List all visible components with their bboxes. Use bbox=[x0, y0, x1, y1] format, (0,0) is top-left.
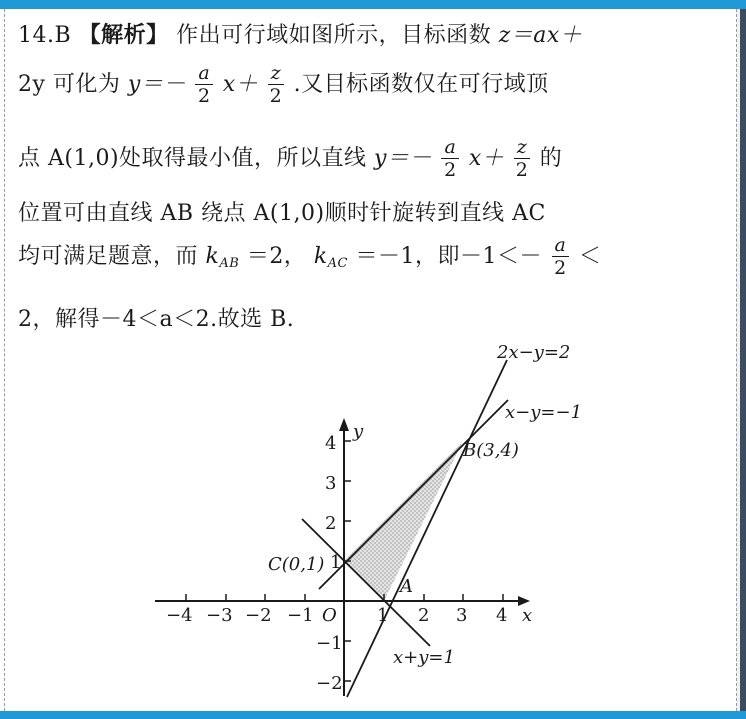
y-axis-arrow bbox=[339, 418, 349, 431]
line3-mid: x＋ bbox=[468, 146, 505, 171]
x-tick-label: −1 bbox=[287, 605, 314, 626]
y-tick-label: 1 bbox=[330, 552, 342, 573]
line4-text: 位置可由直线 AB 绕点 A(1,0)顺时针旋转到直线 AC bbox=[18, 201, 546, 226]
y-tick-label: 4 bbox=[325, 433, 337, 454]
line2-start: 2y 可化为 bbox=[18, 72, 121, 97]
objective-function: z＝ax＋ bbox=[498, 23, 583, 48]
slope-ac: $k_{AC}$ bbox=[313, 244, 348, 271]
point-a-label: A bbox=[400, 576, 413, 597]
x-tick-label: 3 bbox=[456, 605, 468, 626]
x-tick-label: −3 bbox=[206, 605, 233, 626]
y-tick-label: −2 bbox=[316, 673, 343, 694]
slope-ab-value: ＝2， bbox=[246, 244, 307, 269]
fraction-z-over-2: $\frac{z}{2}$ bbox=[515, 136, 529, 181]
line-label-x-y-neg1: x−y=−1 bbox=[505, 402, 583, 423]
y-tick-label: −1 bbox=[316, 633, 343, 654]
line2-yeq: y＝－ bbox=[127, 72, 186, 97]
x-axis-label: x bbox=[522, 605, 533, 626]
y-tick-label: 3 bbox=[325, 473, 337, 494]
line2-end: .又目标函数仅在可行域顶 bbox=[293, 72, 549, 97]
slope-ab: $k_{AB}$ bbox=[205, 244, 240, 271]
line5-end: ＜ bbox=[578, 244, 602, 269]
x-tick-label: −2 bbox=[245, 605, 272, 626]
line-label-2x-y-2: 2x−y=2 bbox=[497, 342, 571, 363]
point-c-label: C(0,1) bbox=[268, 554, 325, 575]
x-tick-label: 1 bbox=[377, 605, 389, 626]
line3-start: 点 A(1,0)处取得最小值，所以直线 bbox=[18, 146, 367, 171]
y-axis-label: y bbox=[353, 421, 364, 442]
analysis-tag: 【解析】 bbox=[78, 22, 169, 48]
line1-text: 作出可行域如图所示，目标函数 bbox=[176, 23, 492, 48]
slope-ac-value: ＝－1，即－1＜－ bbox=[355, 244, 542, 269]
line-label-x-plus-y-1: x+y=1 bbox=[393, 647, 455, 668]
point-b-label: B(3,4) bbox=[463, 440, 519, 461]
line3-end: 的 bbox=[539, 146, 563, 171]
line2-mid: x＋ bbox=[222, 72, 259, 97]
x-tick-label: −4 bbox=[166, 605, 193, 626]
origin-label: O bbox=[322, 605, 337, 626]
fraction-a-over-2: $\frac{a}{2}$ bbox=[195, 64, 213, 106]
fraction-z-over-2: $\frac{z}{2}$ bbox=[269, 62, 283, 107]
line6-text: 2，解得－4＜a＜2.故选 B. bbox=[18, 307, 295, 332]
line5-start: 均可满足题意，而 bbox=[18, 244, 199, 269]
y-tick-label: 2 bbox=[325, 513, 337, 534]
x-tick-label: 4 bbox=[496, 605, 508, 626]
x-tick-label: 2 bbox=[418, 605, 430, 626]
fraction-a-over-2: $\frac{a}{2}$ bbox=[441, 138, 459, 180]
fraction-a-over-2: $\frac{a}{2}$ bbox=[552, 236, 570, 278]
question-number: 14.B bbox=[18, 23, 72, 48]
line3-yeq: y＝－ bbox=[374, 146, 432, 171]
